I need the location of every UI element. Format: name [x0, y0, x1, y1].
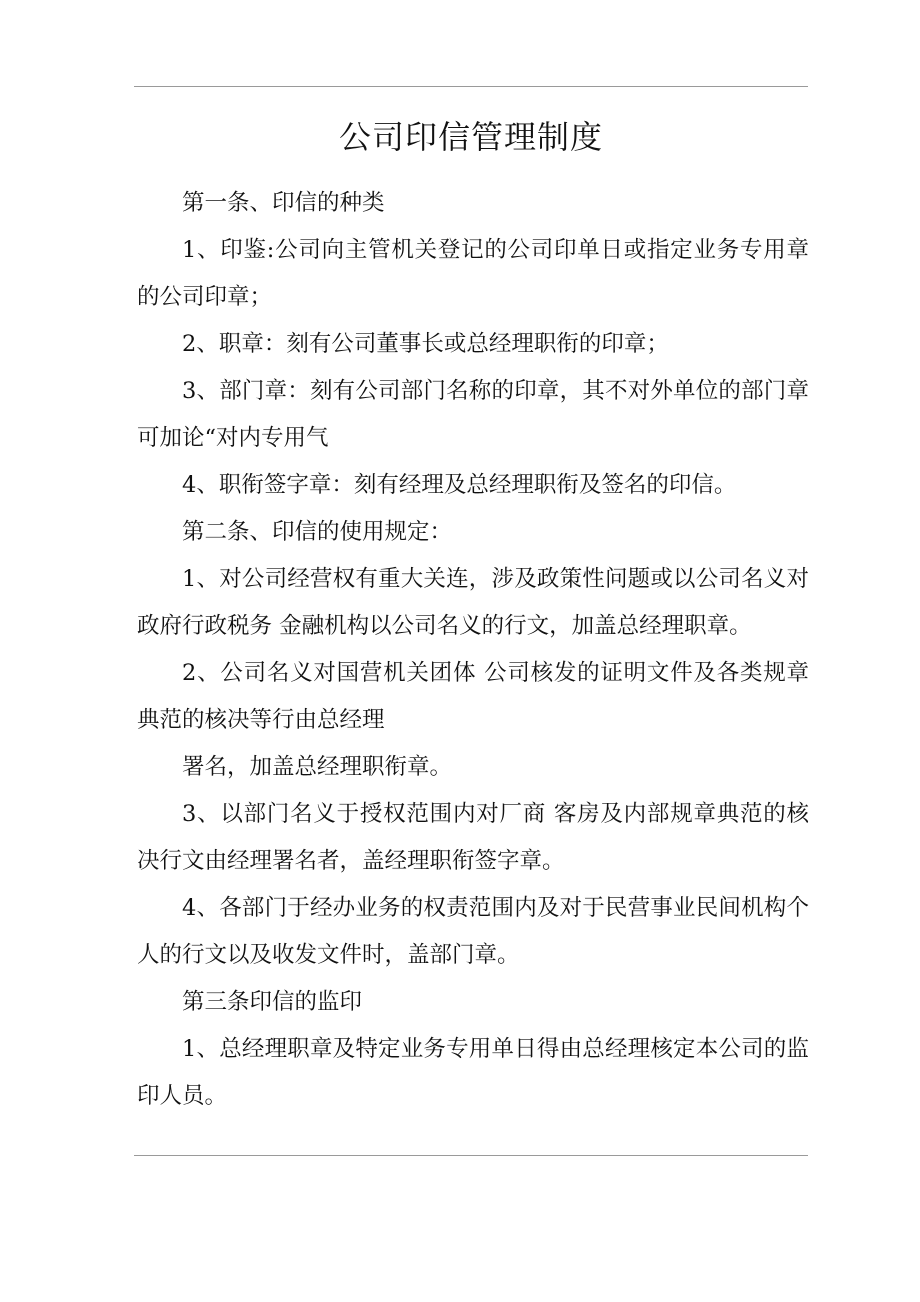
- paragraph: 署名，加盖总经理职衔章。: [182, 754, 453, 780]
- section-heading-2: 第二条、印信的使用规定：: [182, 519, 453, 545]
- paragraph: 4、各部门于经办业务的权责范围内及对于民营事业民间机构个人的行文以及收发文件时，盖部门章。: [137, 895, 809, 968]
- paragraph: 2、职章：刻有公司董事长或总经理职衔的印章；: [182, 331, 669, 357]
- paragraph: 1、对公司经营权有重大关连，涉及政策性问题或以公司名义对政府行政税务 金融机构以公司名义的行文，加盖总经理职章。: [137, 566, 809, 639]
- section-heading-3: 第三条印信的监印: [182, 989, 363, 1015]
- paragraph: 3、以部门名义于授权范围内对厂商 客房及内部规章典范的核决行文由经理署名者，盖经理职衔签字章。: [137, 801, 809, 874]
- header-rule: [134, 86, 808, 87]
- document-body: [137, 180, 809, 1120]
- paragraph: 1、印鉴:公司向主管机关登记的公司印单日或指定业务专用章的公司印章；: [137, 237, 809, 310]
- footer-rule: [134, 1155, 808, 1156]
- paragraph: 2、公司名义对国营机关团体 公司核发的证明文件及各类规章典范的核决等行由总经理: [137, 660, 809, 733]
- document-title: 公司印信管理制度: [338, 118, 603, 156]
- paragraph: 4、职衔签字章：刻有经理及总经理职衔及签名的印信。: [182, 472, 737, 498]
- paragraph: 3、部门章：刻有公司部门名称的印章，其不对外单位的部门章可加论“对内专用气: [137, 378, 809, 451]
- section-heading-1: 第一条、印信的种类: [182, 190, 385, 216]
- paragraph: 1、总经理职章及特定业务专用单日得由总经理核定本公司的监印人员。: [137, 1036, 809, 1109]
